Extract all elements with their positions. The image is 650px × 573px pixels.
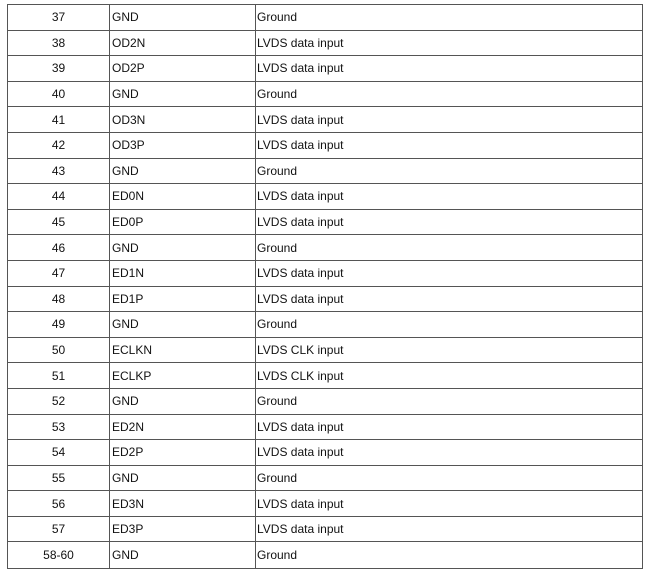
pin-description-cell: LVDS CLK input: [256, 363, 643, 389]
pin-symbol-cell: GND: [110, 388, 256, 414]
pin-number-cell: 57: [8, 516, 110, 542]
table-row: [8, 337, 643, 363]
pin-number-cell: 58-60: [8, 542, 110, 569]
pin-number-cell: 51: [8, 363, 110, 389]
pin-description-cell: Ground: [256, 5, 643, 31]
pin-symbol-cell: ED1P: [110, 286, 256, 312]
pin-description-cell: LVDS data input: [256, 56, 643, 82]
pin-number-cell: 41: [8, 107, 110, 133]
pin-description-cell: LVDS data input: [256, 516, 643, 542]
pin-description-cell: Ground: [256, 81, 643, 107]
pin-symbol-cell: ED0N: [110, 184, 256, 210]
table-row: [8, 260, 643, 286]
pin-description-cell: Ground: [256, 542, 643, 569]
pin-assignment-table: [7, 4, 643, 569]
pin-symbol-cell: GND: [110, 542, 256, 569]
pin-number-cell: 39: [8, 56, 110, 82]
pin-description-cell: LVDS data input: [256, 491, 643, 517]
pin-number-cell: 40: [8, 81, 110, 107]
pin-symbol-cell: GND: [110, 312, 256, 338]
pin-symbol-cell: OD3P: [110, 132, 256, 158]
pin-description-cell: LVDS CLK input: [256, 337, 643, 363]
pin-number-cell: 55: [8, 465, 110, 491]
table-row: [8, 209, 643, 235]
pin-number-cell: 37: [8, 5, 110, 31]
pin-symbol-cell: OD3N: [110, 107, 256, 133]
table-row: [8, 184, 643, 210]
table-row: [8, 30, 643, 56]
table-row: [8, 388, 643, 414]
table-row: [8, 107, 643, 133]
pin-symbol-cell: GND: [110, 5, 256, 31]
table-row: [8, 312, 643, 338]
pin-description-cell: LVDS data input: [256, 184, 643, 210]
table-row: [8, 132, 643, 158]
pin-number-cell: 53: [8, 414, 110, 440]
table-row: [8, 440, 643, 466]
pin-symbol-cell: ED1N: [110, 260, 256, 286]
table-row: [8, 235, 643, 261]
pin-symbol-cell: GND: [110, 465, 256, 491]
pin-number-cell: 44: [8, 184, 110, 210]
pin-number-cell: 43: [8, 158, 110, 184]
pin-table-body: [8, 5, 643, 569]
pin-description-cell: LVDS data input: [256, 286, 643, 312]
pin-symbol-cell: ED2P: [110, 440, 256, 466]
pin-number-cell: 52: [8, 388, 110, 414]
pin-symbol-cell: ED3N: [110, 491, 256, 517]
pin-number-cell: 47: [8, 260, 110, 286]
pin-description-cell: LVDS data input: [256, 30, 643, 56]
pin-number-cell: 45: [8, 209, 110, 235]
pin-number-cell: 56: [8, 491, 110, 517]
pin-number-cell: 48: [8, 286, 110, 312]
pin-description-cell: Ground: [256, 312, 643, 338]
table-row: [8, 5, 643, 31]
pin-description-cell: Ground: [256, 235, 643, 261]
pin-description-cell: LVDS data input: [256, 209, 643, 235]
pin-number-cell: 49: [8, 312, 110, 338]
pin-number-cell: 38: [8, 30, 110, 56]
table-row: [8, 56, 643, 82]
table-row: [8, 363, 643, 389]
pin-symbol-cell: ED0P: [110, 209, 256, 235]
table-row: [8, 491, 643, 517]
pin-symbol-cell: ECLKN: [110, 337, 256, 363]
table-row: [8, 542, 643, 569]
pin-symbol-cell: ED2N: [110, 414, 256, 440]
pin-description-cell: Ground: [256, 388, 643, 414]
pin-symbol-cell: GND: [110, 81, 256, 107]
pin-symbol-cell: GND: [110, 235, 256, 261]
pin-symbol-cell: ECLKP: [110, 363, 256, 389]
pin-description-cell: LVDS data input: [256, 107, 643, 133]
pin-description-cell: LVDS data input: [256, 440, 643, 466]
table-row: [8, 81, 643, 107]
pin-number-cell: 46: [8, 235, 110, 261]
pin-description-cell: LVDS data input: [256, 414, 643, 440]
pin-number-cell: 50: [8, 337, 110, 363]
pin-description-cell: Ground: [256, 465, 643, 491]
pin-description-cell: LVDS data input: [256, 132, 643, 158]
pin-number-cell: 54: [8, 440, 110, 466]
table-row: [8, 286, 643, 312]
table-row: [8, 414, 643, 440]
table-row: [8, 465, 643, 491]
table-row: [8, 158, 643, 184]
pin-symbol-cell: OD2N: [110, 30, 256, 56]
pin-number-cell: 42: [8, 132, 110, 158]
table-row: [8, 516, 643, 542]
pin-symbol-cell: OD2P: [110, 56, 256, 82]
pin-symbol-cell: GND: [110, 158, 256, 184]
pin-symbol-cell: ED3P: [110, 516, 256, 542]
pin-description-cell: LVDS data input: [256, 260, 643, 286]
pin-description-cell: Ground: [256, 158, 643, 184]
